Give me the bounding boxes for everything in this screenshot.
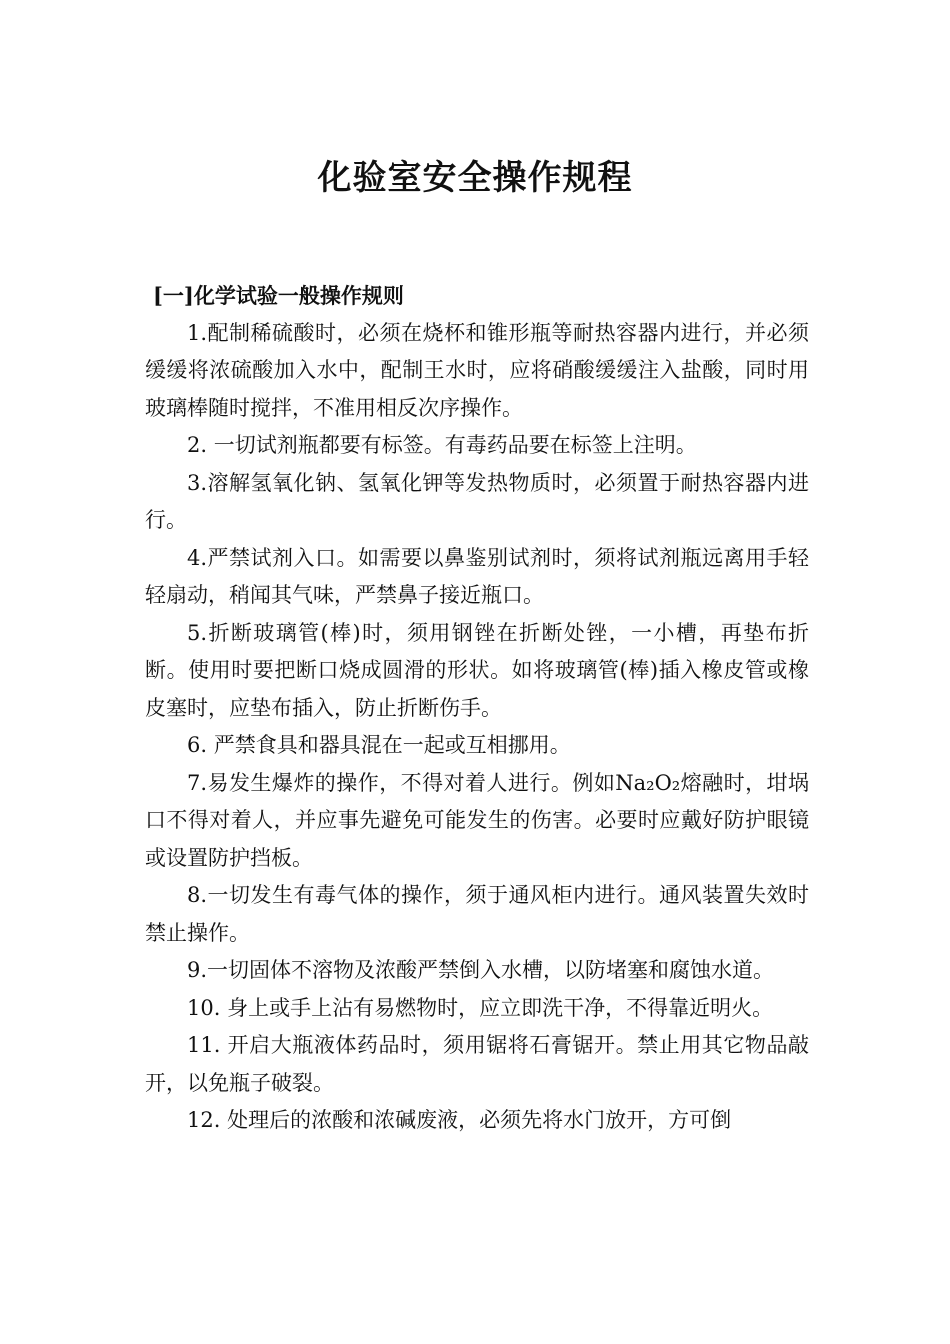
rule-item-4: 4.严禁试剂入口。如需要以鼻鉴别试剂时，须将试剂瓶远离用手轻轻扇动，稍闻其气味，严禁鼻子接近瓶口。: [145, 545, 809, 607]
rule-item-3: 3.溶解氢氧化钠、氢氧化钾等发热物质时，必须置于耐热容器内进行。: [145, 470, 809, 532]
rule-item-6: 6. 严禁食具和器具混在一起或互相挪用。: [187, 733, 571, 757]
rule-item-5: 5.折断玻璃管(棒)时，须用钢锉在折断处锉，一小槽，再垫布折断。使用时要把断口烧成圆滑的形状。如将玻璃管(棒)插入橡皮管或橡皮塞时，应垫布插入，防止折断伤手。: [145, 620, 809, 720]
rule-item-1: 1.配制稀硫酸时，必须在烧杯和锥形瓶等耐热容器内进行，并必须缓缓将浓硫酸加入水中，配制王水时，应将硝酸缓缓注入盐酸，同时用玻璃棒随时搅拌，不准用相反次序操作。: [145, 320, 809, 420]
page-title: 化验室安全操作规程: [317, 158, 633, 198]
document-body: [145, 277, 809, 1140]
rule-item-11: 11. 开启大瓶液体药品时，须用锯将石膏锯开。禁止用其它物品敲开，以免瓶子破裂。: [145, 1033, 809, 1095]
rule-item-7: 7.易发生爆炸的操作，不得对着人进行。例如Na₂O₂熔融时，坩埚口不得对着人，并应事先避免可能发生的伤害。必要时应戴好防护眼镜或设置防护挡板。: [145, 770, 809, 870]
rule-item-12: 12. 处理后的浓酸和浓碱废液，必须先将水门放开，方可倒: [187, 1108, 732, 1132]
rule-item-10: 10. 身上或手上沾有易燃物时，应立即洗干净，不得靠近明火。: [187, 995, 774, 1020]
rule-item-9: 9.一切固体不溶物及浓酸严禁倒入水槽，以防堵塞和腐蚀水道。: [187, 958, 775, 982]
section-heading: [一]化学试验一般操作规则: [153, 283, 404, 308]
rule-item-2: 2. 一切试剂瓶都要有标签。有毒药品要在标签上注明。: [187, 433, 697, 457]
rule-item-8: 8.一切发生有毒气体的操作，须于通风柜内进行。通风装置失效时禁止操作。: [145, 883, 809, 945]
